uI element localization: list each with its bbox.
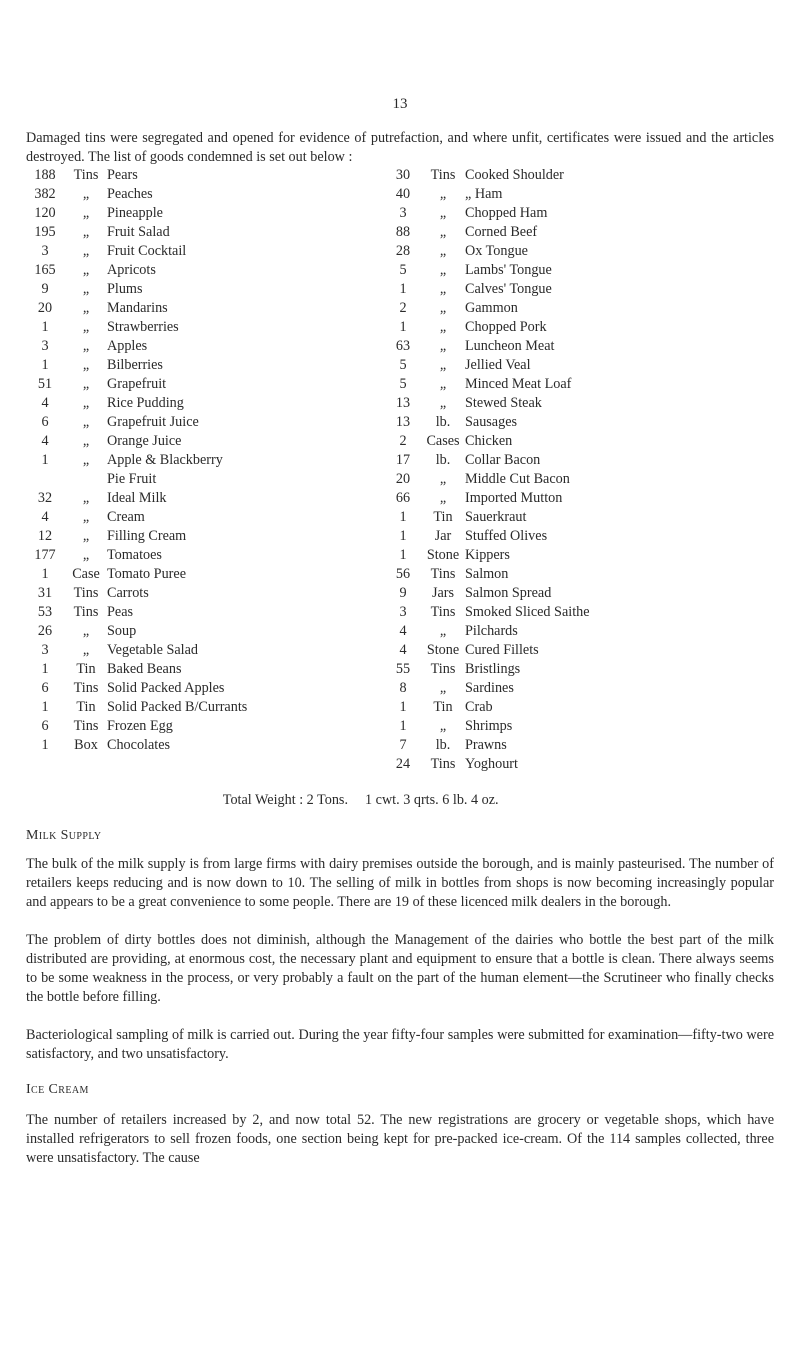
goods-quantity: 120	[34, 205, 56, 221]
goods-unit: „	[439, 338, 447, 354]
goods-item: Cured Fillets	[465, 642, 539, 658]
goods-item: Cooked Shoulder	[465, 167, 564, 183]
goods-item: Chocolates	[107, 737, 171, 753]
goods-quantity: 4	[41, 395, 49, 411]
goods-unit: Tin	[76, 699, 96, 715]
goods-item: Orange Juice	[107, 433, 182, 449]
goods-row	[26, 641, 366, 660]
goods-row	[385, 546, 775, 565]
goods-unit: Tins	[73, 167, 99, 183]
goods-quantity: 9	[399, 585, 407, 601]
goods-item: Carrots	[107, 585, 149, 601]
goods-row	[385, 337, 775, 356]
goods-item: Luncheon Meat	[465, 338, 555, 354]
goods-quantity: 7	[399, 737, 407, 753]
goods-quantity: 1	[399, 281, 407, 297]
goods-unit: „	[82, 205, 90, 221]
goods-quantity: 1	[399, 718, 407, 734]
goods-item: Calves' Tongue	[465, 281, 552, 297]
goods-item: Pilchards	[465, 623, 518, 639]
goods-unit: „	[82, 319, 90, 335]
goods-row	[26, 413, 366, 432]
goods-unit: Tins	[430, 604, 456, 620]
goods-unit: Tins	[430, 661, 456, 677]
goods-quantity: 6	[41, 680, 49, 696]
goods-item: Cream	[107, 509, 145, 525]
condemned-goods-left-list	[26, 166, 366, 755]
goods-unit: „	[82, 281, 90, 297]
goods-unit: Stone	[426, 547, 460, 563]
goods-row	[385, 736, 775, 755]
goods-row	[26, 508, 366, 527]
goods-unit: „	[82, 262, 90, 278]
goods-quantity: 13	[395, 414, 411, 430]
goods-row	[385, 660, 775, 679]
goods-quantity: 31	[37, 585, 53, 601]
goods-item: Ideal Milk	[107, 490, 167, 506]
goods-quantity: 4	[41, 509, 49, 525]
goods-quantity: 17	[395, 452, 411, 468]
goods-row	[26, 451, 366, 470]
goods-quantity: 51	[37, 376, 53, 392]
goods-quantity: 3	[399, 604, 407, 620]
goods-row	[26, 432, 366, 451]
goods-item: Peas	[107, 604, 134, 620]
goods-item: Middle Cut Bacon	[465, 471, 570, 487]
goods-item: Pineapple	[107, 205, 163, 221]
goods-quantity: 88	[395, 224, 411, 240]
goods-row	[385, 166, 775, 185]
goods-item: Gammon	[465, 300, 518, 316]
goods-unit: „	[82, 414, 90, 430]
goods-row	[385, 356, 775, 375]
goods-row	[26, 204, 366, 223]
goods-unit: „	[439, 471, 447, 487]
goods-item: Shrimps	[465, 718, 513, 734]
goods-row	[385, 318, 775, 337]
goods-row	[26, 394, 366, 413]
goods-row	[26, 470, 366, 489]
goods-row	[385, 603, 775, 622]
goods-item: Smoked Sliced Saithe	[465, 604, 590, 620]
goods-item: Collar Bacon	[465, 452, 541, 468]
goods-unit: „	[439, 490, 447, 506]
goods-quantity: 195	[34, 224, 56, 240]
goods-quantity: 6	[41, 414, 49, 430]
goods-item: Minced Meat Loaf	[465, 376, 572, 392]
goods-row	[385, 565, 775, 584]
goods-row	[26, 489, 366, 508]
goods-row	[26, 242, 366, 261]
goods-quantity: 2	[399, 300, 407, 316]
goods-quantity: 1	[41, 737, 49, 753]
goods-unit: Tins	[73, 718, 99, 734]
goods-row	[26, 736, 366, 755]
goods-item: Baked Beans	[107, 661, 182, 677]
goods-row	[385, 584, 775, 603]
goods-quantity: 66	[395, 490, 411, 506]
goods-unit: „	[82, 509, 90, 525]
goods-quantity: 1	[41, 566, 49, 582]
goods-quantity: 4	[399, 623, 407, 639]
goods-item: Fruit Salad	[107, 224, 170, 240]
goods-unit: Jars	[431, 585, 455, 601]
goods-unit: Tin	[433, 509, 453, 525]
goods-item: Grapefruit Juice	[107, 414, 199, 430]
page-number: 13	[392, 96, 408, 112]
goods-quantity: 3	[41, 642, 49, 658]
goods-item: Rice Pudding	[107, 395, 184, 411]
total-weight-label: Total Weight : 2 Tons.	[222, 792, 348, 808]
goods-item: Pie Fruit	[107, 471, 157, 487]
goods-row	[385, 223, 775, 242]
goods-item: Yoghourt	[465, 756, 518, 772]
goods-row	[26, 261, 366, 280]
milk-paragraph: The bulk of the milk supply is from large firms with dairy premises outside the borough, and is mainly pasteurised. The number of retailers keeps reducing and is now down to 10. The selling of milk in bottles from shops is now becoming increasingly popular and appears to be a great convenience to some people. There are 19 of these licenced milk dealers in the borough.	[26, 856, 774, 910]
goods-item: Tomato Puree	[107, 566, 186, 582]
goods-unit: „	[439, 680, 447, 696]
goods-unit: „	[82, 376, 90, 392]
goods-row	[26, 717, 366, 736]
goods-row	[26, 166, 366, 185]
goods-item: Chopped Pork	[465, 319, 547, 335]
goods-row	[26, 527, 366, 546]
goods-quantity: 40	[395, 186, 411, 202]
goods-row	[385, 527, 775, 546]
goods-row	[385, 413, 775, 432]
goods-row	[385, 508, 775, 527]
goods-row	[385, 432, 775, 451]
goods-row	[26, 280, 366, 299]
goods-quantity: 1	[399, 699, 407, 715]
goods-unit: „	[82, 433, 90, 449]
goods-unit: „	[439, 395, 447, 411]
goods-unit: „	[82, 528, 90, 544]
goods-row	[385, 375, 775, 394]
goods-row	[26, 375, 366, 394]
goods-row	[385, 204, 775, 223]
goods-unit: Tins	[73, 680, 99, 696]
goods-unit: lb.	[435, 452, 451, 468]
goods-unit: „	[439, 224, 447, 240]
goods-item: Frozen Egg	[107, 718, 173, 734]
total-weight-value: 1 cwt. 3 qrts. 6 lb. 4 oz.	[365, 792, 499, 808]
goods-quantity: 63	[395, 338, 411, 354]
goods-row	[385, 698, 775, 717]
goods-quantity: 3	[41, 338, 49, 354]
goods-row	[26, 584, 366, 603]
goods-row	[26, 185, 366, 204]
goods-row	[26, 223, 366, 242]
goods-quantity: 26	[37, 623, 53, 639]
goods-unit: „	[439, 376, 447, 392]
goods-row	[26, 356, 366, 375]
goods-unit: lb.	[435, 737, 451, 753]
goods-unit: „	[439, 357, 447, 373]
goods-quantity: 20	[37, 300, 53, 316]
goods-quantity: 2	[399, 433, 407, 449]
goods-unit: „	[82, 186, 90, 202]
goods-item: Strawberries	[107, 319, 179, 335]
goods-quantity: 3	[399, 205, 407, 221]
goods-quantity: 32	[37, 490, 53, 506]
goods-quantity: 5	[399, 357, 407, 373]
goods-unit: Jar	[434, 528, 452, 544]
goods-item: Salmon Spread	[465, 585, 552, 601]
goods-unit: „	[439, 319, 447, 335]
ice-cream-heading: Ice Cream	[26, 1082, 89, 1097]
goods-item: Sardines	[465, 680, 514, 696]
goods-item: Solid Packed Apples	[107, 680, 225, 696]
goods-unit: „	[439, 623, 447, 639]
goods-quantity: 1	[41, 319, 49, 335]
goods-row	[26, 565, 366, 584]
milk-paragraph: Bacteriological sampling of milk is carried out. During the year fifty-four samples were submitted for examination—fifty-two were satisfactory, and two unsatisfactory.	[26, 1027, 774, 1062]
goods-row	[26, 546, 366, 565]
condemned-goods-right-list	[385, 166, 775, 774]
goods-row	[26, 318, 366, 337]
goods-quantity: 5	[399, 262, 407, 278]
goods-unit: „	[439, 718, 447, 734]
goods-row	[26, 698, 366, 717]
goods-item: „ Ham	[465, 186, 503, 202]
goods-quantity: 6	[41, 718, 49, 734]
goods-unit: „	[82, 300, 90, 316]
goods-item: Ox Tongue	[465, 243, 528, 259]
goods-quantity: 188	[34, 167, 56, 183]
goods-item: Mandarins	[107, 300, 168, 316]
goods-row	[26, 660, 366, 679]
goods-quantity: 28	[395, 243, 411, 259]
goods-quantity: 1	[41, 357, 49, 373]
goods-row	[385, 717, 775, 736]
goods-item: Jellied Veal	[465, 357, 531, 373]
goods-unit: „	[439, 262, 447, 278]
goods-quantity: 382	[34, 186, 56, 202]
goods-row	[385, 755, 775, 774]
goods-unit: „	[82, 547, 90, 563]
goods-quantity: 8	[399, 680, 407, 696]
goods-item: Chopped Ham	[465, 205, 548, 221]
goods-unit: Cases	[426, 433, 460, 449]
goods-unit: „	[439, 281, 447, 297]
goods-row	[26, 679, 366, 698]
goods-unit: Tins	[430, 167, 456, 183]
goods-quantity: 9	[41, 281, 49, 297]
goods-quantity: 3	[41, 243, 49, 259]
goods-unit: „	[82, 452, 90, 468]
goods-unit: „	[82, 357, 90, 373]
goods-item: Sauerkraut	[465, 509, 527, 525]
goods-quantity: 1	[41, 661, 49, 677]
goods-item: Corned Beef	[465, 224, 538, 240]
goods-row	[385, 394, 775, 413]
goods-item: Lambs' Tongue	[465, 262, 552, 278]
goods-quantity: 1	[41, 452, 49, 468]
goods-item: Soup	[107, 623, 137, 639]
goods-quantity: 165	[34, 262, 56, 278]
goods-row	[385, 261, 775, 280]
goods-item: Fruit Cocktail	[107, 243, 187, 259]
goods-row	[385, 679, 775, 698]
goods-item: Plums	[107, 281, 143, 297]
goods-row	[385, 470, 775, 489]
goods-item: Chicken	[465, 433, 513, 449]
goods-row	[385, 280, 775, 299]
goods-unit: „	[82, 642, 90, 658]
milk-supply-heading: Milk Supply	[26, 828, 102, 843]
goods-unit: Case	[72, 566, 100, 582]
goods-unit: „	[82, 623, 90, 639]
goods-unit: „	[439, 205, 447, 221]
goods-unit: Tins	[73, 604, 99, 620]
goods-unit: „	[439, 300, 447, 316]
goods-quantity: 1	[399, 319, 407, 335]
goods-unit: „	[82, 395, 90, 411]
goods-row	[385, 641, 775, 660]
goods-quantity: 55	[395, 661, 411, 677]
goods-row	[385, 242, 775, 261]
goods-unit: „	[82, 243, 90, 259]
goods-unit: „	[82, 490, 90, 506]
goods-quantity: 56	[395, 566, 411, 582]
goods-unit: „	[82, 224, 90, 240]
intro-paragraph: Damaged tins were segregated and opened for evidence of putrefaction, and where unfit, certificates were issued and the articles destroyed. The list of goods condemned is set out below :	[26, 130, 774, 165]
goods-quantity: 12	[37, 528, 53, 544]
goods-quantity: 1	[41, 699, 49, 715]
goods-item: Stewed Steak	[465, 395, 542, 411]
goods-item: Crab	[465, 699, 493, 715]
goods-unit: „	[82, 338, 90, 354]
goods-unit: Tin	[433, 699, 453, 715]
goods-item: Vegetable Salad	[107, 642, 198, 658]
goods-item: Kippers	[465, 547, 510, 563]
goods-item: Grapefruit	[107, 376, 167, 392]
goods-unit: Tin	[76, 661, 96, 677]
goods-unit: Box	[74, 737, 98, 753]
goods-item: Apricots	[107, 262, 156, 278]
goods-row	[26, 603, 366, 622]
goods-quantity: 53	[37, 604, 53, 620]
goods-item: Bristlings	[465, 661, 521, 677]
goods-item: Solid Packed B/Currants	[107, 699, 248, 715]
goods-quantity: 24	[395, 756, 411, 772]
milk-paragraph: The problem of dirty bottles does not diminish, although the Management of the dairies who bottle the best part of the milk distributed are providing, at enormous cost, the necessary plant and equipment to ensure that a bottle is clean. There always seems to be some weakness in the process, or very probably a fault on the part of the human element—the Scrutineer who finally checks the bottle before filling.	[26, 932, 774, 1005]
goods-item: Stuffed Olives	[465, 528, 548, 544]
goods-row	[385, 451, 775, 470]
goods-quantity: 4	[399, 642, 407, 658]
goods-row	[26, 299, 366, 318]
goods-item: Salmon	[465, 566, 509, 582]
goods-unit: „	[439, 186, 447, 202]
goods-quantity: 1	[399, 547, 407, 563]
goods-row	[385, 185, 775, 204]
goods-item: Imported Mutton	[465, 490, 563, 506]
goods-item: Prawns	[465, 737, 507, 753]
goods-item: Filling Cream	[107, 528, 187, 544]
goods-item: Apples	[107, 338, 148, 354]
goods-unit: Tins	[73, 585, 99, 601]
goods-quantity: 5	[399, 376, 407, 392]
goods-quantity: 30	[395, 167, 411, 183]
goods-unit: Tins	[430, 566, 456, 582]
goods-unit: Stone	[426, 642, 460, 658]
goods-row	[26, 622, 366, 641]
goods-item: Peaches	[107, 186, 153, 202]
goods-item: Pears	[107, 167, 138, 183]
goods-item: Bilberries	[107, 357, 163, 373]
goods-unit: Tins	[430, 756, 456, 772]
goods-quantity: 177	[34, 547, 56, 563]
goods-row	[385, 299, 775, 318]
goods-quantity: 1	[399, 509, 407, 525]
goods-item: Tomatoes	[107, 547, 162, 563]
goods-unit: lb.	[435, 414, 451, 430]
goods-item: Apple & Blackberry	[107, 452, 223, 468]
goods-row	[26, 337, 366, 356]
goods-row	[385, 489, 775, 508]
goods-quantity: 1	[399, 528, 407, 544]
goods-row	[385, 622, 775, 641]
goods-quantity: 4	[41, 433, 49, 449]
ice-cream-paragraph: The number of retailers increased by 2, and now total 52. The new registrations are grocery or vegetable shops, which have installed refrigerators to sell frozen foods, one section being kept for pre-packed ice-cream. Of the 114 samples collected, three were unsatisfactory. The cause	[26, 1112, 774, 1166]
goods-quantity: 13	[395, 395, 411, 411]
goods-unit: „	[439, 243, 447, 259]
goods-item: Sausages	[465, 414, 518, 430]
goods-quantity: 20	[395, 471, 411, 487]
